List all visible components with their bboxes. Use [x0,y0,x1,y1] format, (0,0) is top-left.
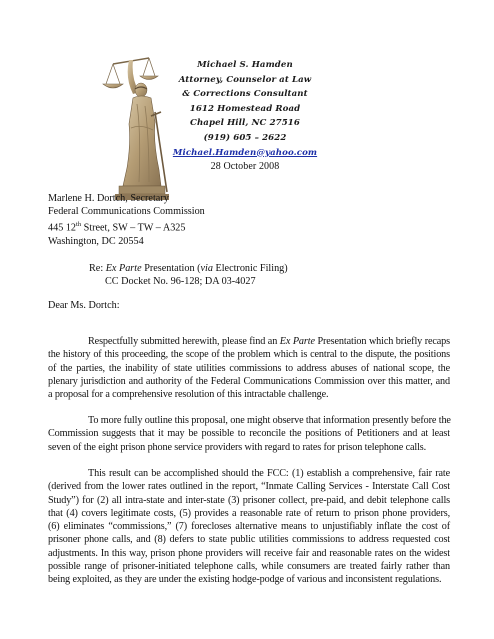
docket-number: CC Docket No. 96-128; DA 03-4027 [105,276,256,287]
sender-name: Michael S. Hamden [197,60,293,70]
sender-title-2: & Corrections Consultant [182,89,308,100]
subject-line: Re: Ex Parte Presentation (via Electronic Filing) CC Docket No. 96-128; DA 03-4027 [89,263,288,287]
letter-date: 28 October 2008 [210,161,280,173]
recipient-street: 445 12th Street, SW – TW – A325 [48,221,186,234]
sender-street: 1612 Homestead Road [189,103,301,114]
body-paragraph-2: To more fully outline this proposal, one might observe that information presently before the Commission suggests that it may be possible to reconcile the positions of Petitioners and at least seven of the eight prison phone service providers with regard to rates for prison telephone calls. [48,415,451,453]
body-paragraph-1: Respectfully submitted herewith, please find an Ex Parte Presentation which briefly recaps the history of this proceeding, the scope of the problem which is central to the dispute, the positions of the parties, the inability of state utilities commissions to address abuses of national scope, the plenary jurisdiction and authority of the Federal Communications Commission over this matter, and a proposal for a comprehensive resolution of this intractable challenge. [48,336,450,400]
salutation: Dear Ms. Dortch: [48,300,120,311]
recipient-name: Marlene H. Dortch, Secretary [48,193,169,204]
sender-email-link[interactable]: Michael.Hamden@yahoo.com [172,147,318,158]
recipient-address [48,192,205,248]
sender-city: Chapel Hill, NC 27516 [190,118,300,129]
sender-title: Attorney, Counselor at Law [178,74,312,85]
recipient-city: Washington, DC 20554 [48,236,144,247]
recipient-org: Federal Communications Commission [48,206,205,218]
body-paragraph-3: This result can be accomplished should the FCC: (1) establish a comprehensive, fair rate (derived from the lower rates outlined in the report, “Inmate Calling Services - Interstate Call Cost Study”) for (2) all intra-state and inter-state (3) prisoner collect, pre-paid, and debit telephone calls that (4) covers legitimate costs, (5) provides a reasonable rate of return to prison phone providers, (6) eliminates “commissions,” (7) forecloses alternative means to unjustifiably inflate the cost of prisoner phone calls, and (8) defers to state public utilities commissions to address requested cost adjustments. In this way, prison phone providers will receive fair and reasonable rates on the widest possible range of prisoner-initiated telephone calls, while consumers are treated fairly rather than being exploited, as they are under the existing hodge-podge of various and inconsistent regulations. [48,468,450,585]
letterhead [170,58,320,175]
sender-phone: (919) 605 – 2622 [203,132,287,143]
